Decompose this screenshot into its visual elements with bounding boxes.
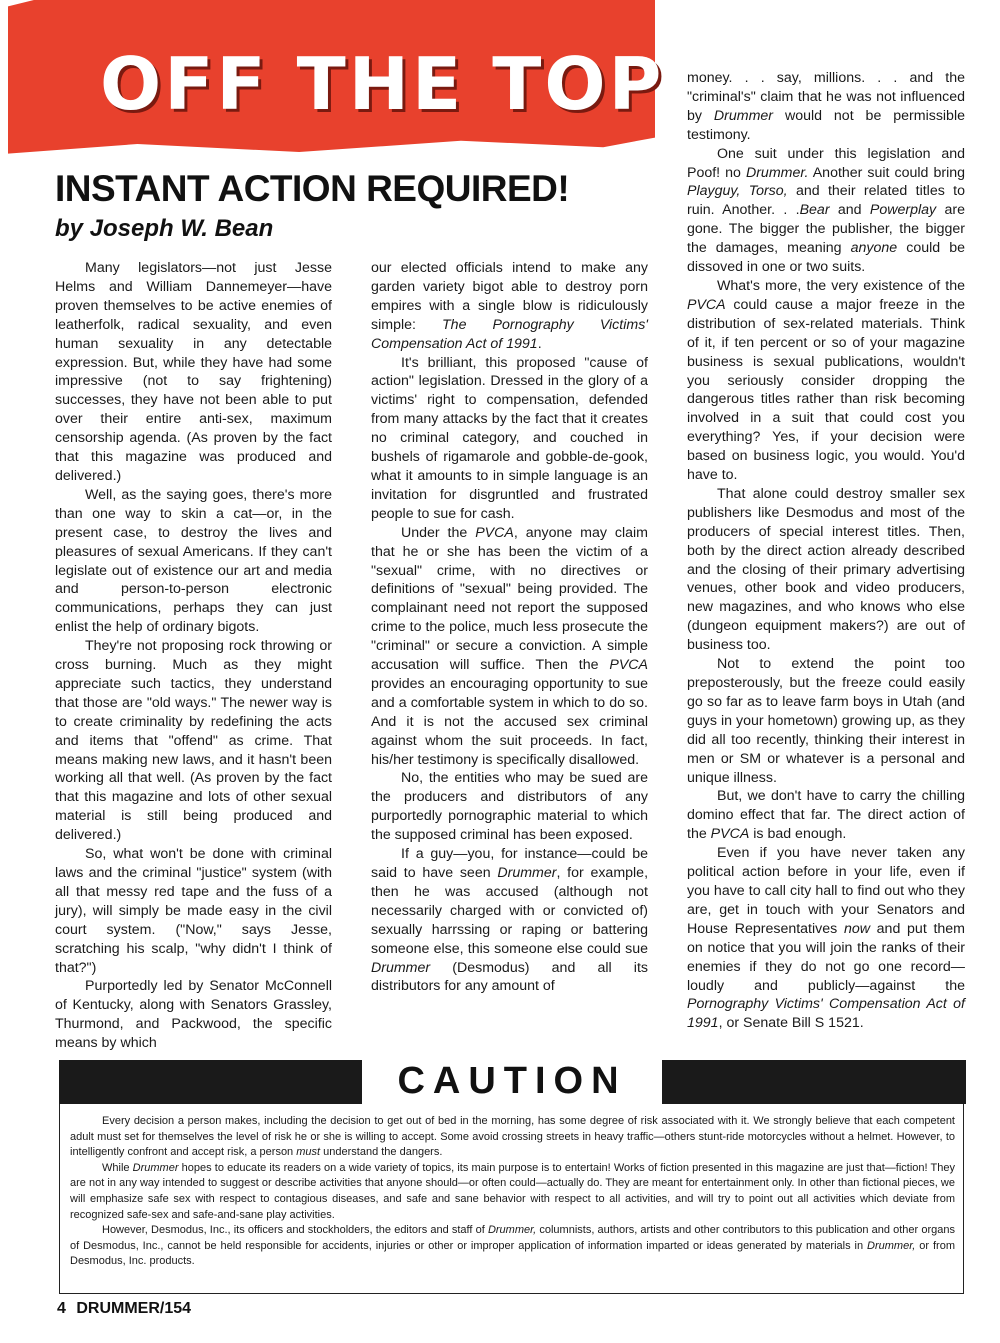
paragraph: money. . . say, millions. . . and the "criminal's" claim that he was not influenced by Drummer would not be permissible testimony. — [687, 70, 965, 143]
paragraph: our elected officials intend to make any garden variety bigot able to destroy porn empires with a single blow is ridiculously simple: The Pornography Victims' Compensation Act of 1991. — [371, 260, 648, 352]
paragraph: That alone could destroy smaller sex publishers like Desmodus and most of the producers of special interest titles. Then, both by the direct action already described and the closing of their primary advertising venues, other book and video producers, new magazines, and who knows who else (dungeon equipment makers?) are out of business too. — [687, 485, 965, 654]
paragraph: They're not proposing rock throwing or cross burning. Much as they might appreciate such tactics, they understand that those are "old ways." The newer way is to create criminality by redefining the acts and items that "offend" as crime. That means making new laws, and it hasn't been working all that well. (As proven by the fact that this magazine and lots of other sexual material is still being produced and delivered.) — [55, 638, 332, 844]
caution-heading: CAUTION — [362, 1056, 662, 1106]
paragraph: But, we don't have to carry the chilling domino effect that far. The direct action of the PVCA is bad enough. — [687, 788, 965, 843]
paragraph: No, the entities who may be sued are the producers and distributors of any purportedly pornographic material to which the supposed criminal has been exposed. — [371, 770, 648, 844]
page-number: 4 — [57, 1300, 66, 1317]
caution-paragraph: Every decision a person makes, including the decision to get out of bed in the morning, has some degree of risk associated with it. We strongly believe that each competent adult must set for themselves the level of risk he or she is willing to accept. Some avoid crossing streets in heavy traffic—others stunt-ride motorcycles without a helmet. However, to intelligently confront and accept risk, a person must understand the dangers. — [70, 1115, 955, 1159]
paragraph: If a guy—you, for instance—could be said to have seen Drummer, for example, then he was accused (although not necessarily charged with or convicted of) sexually harrssing or raping or battering someone else, this someone else could sue Drummer (Desmodus) and all its distributors for any amount of — [371, 846, 649, 995]
article-column-2 — [371, 259, 648, 996]
page-footer — [57, 1300, 357, 1318]
paragraph: Even if you have never taken any political action before in your life, even if you have to call city hall to find out who they are, get in touch with your Senators and House Representatives now and put them on notice that you will join the ranks of their enemies if they do not go one record—loudly and publicly—against the Pornography Victims' Compensation Act of 1991, or Senate Bill S 1521. — [687, 845, 965, 1032]
caution-text — [70, 1114, 955, 1270]
paragraph: So, what won't be done with criminal laws and the criminal "justice" system (with all that messy red tape and the fuss of a jury), will simply be made easy in the civil court system. ("Now," says Jesse, scratching his scalp, "why didn't I think of that?") — [55, 846, 332, 976]
caution-paragraph: While Drummer hopes to educate its readers on a wide variety of topics, its main purpose is to entertain! Works of fiction presented in this magazine are just that—fiction! They are not in any way intended to suggest or describe activities that anyone should—or often could—actually do. They are meant for entertainment only. In other than fictional pieces, we will emphasize safe sex with respect to contagious diseases, and safe and sane behavior with respect to all activities, and will try to point out all activities which deviate from recognized safe-sex and safe-and-sane play activities. — [70, 1161, 955, 1221]
article-headline: INSTANT ACTION REQUIRED! — [55, 168, 570, 209]
banner-title: OFF THE TOP — [100, 42, 665, 126]
article-byline: by Joseph W. Bean — [55, 215, 274, 242]
publication-issue: DRUMMER/154 — [76, 1300, 192, 1317]
paragraph: One suit under this legislation and Poof! no Drummer. Another suit could bring Playguy, Torso, and their related titles to ruin. Another. . .Bear and Powerplay are gone. The bigger the publisher, the bigger the damages, meaning anyone could be dissoved in one or two suits. — [687, 145, 966, 276]
paragraph: Under the PVCA, anyone may claim that he or she has been the victim of a "sexual" crime, with no directives or definitions of "sexual" being provided. The complainant need not report the supposed crime to the police, much less prosecute the "criminal" or secure a conviction. A simple accusation will suffice. Then the PVCA provides an encouraging opportunity to sue and a comfortable system in which to do so. And it is not the accused sex criminal against whom the suit proceeds. In fact, his/her testimony is specifically disallowed. — [371, 524, 648, 768]
article-column-1 — [55, 259, 332, 1053]
article-column-3 — [687, 69, 965, 1033]
paragraph: Many legislators—not just Jesse Helms and William Dannemeyer—have proven themselves to be active enemies of leatherfolk, radical sexuality, and even human sexuality in any detectable expression. But, while they have had some impressive (not to say frightening) successes, they have not been able to put over their entire anti-sex, maximum censorship agenda. (As proven by the fact that this magazine was produced and delivered.) — [55, 260, 332, 484]
paragraph: Not to extend the point too preposterously, but the freeze could easily go so far as to leave farm boys in Utah (and guys in your hometown) growing up, as they did all too recently, thinking their interest in men or SM or whatever is a personal and unique illness. — [687, 656, 965, 786]
caution-paragraph: However, Desmodus, Inc., its officers and stockholders, the editors and staff of Drummer, columnists, authors, artists and other contributors to this publication and other organs of Desmodus, Inc., cannot be held responsible for accidents, injuries or other or improper application of information imparted or ideas generated by materials in Drummer, or from Desmodus, Inc. products. — [70, 1224, 955, 1268]
paragraph: Well, as the saying goes, there's more than one way to skin a cat—or, in the present case, to destroy the lives and pleasures of sexual Americans. If they can't legislate out of existence our art and media and person-to-person electronic communications, perhaps they can just enlist the help of ordinary bigots. — [55, 486, 332, 636]
paragraph: It's brilliant, this proposed "cause of action" legislation. Dressed in the glory of a victims' right to compensation, defended from many attacks by the fact that it creates no criminal category, and couched in bushels of rigamarole and gobble-de-gook, what it amounts to in simple language is an invitation for disgruntled and frustrated people to sue for cash. — [371, 354, 648, 522]
paragraph: What's more, the very existence of the PVCA could cause a major freeze in the distribution of sex-related materials. Think of it, if ten percent or so of your magazine business is sexual publications, wouldn't you seriously consider dropping the dangerous titles rather than risk becoming involved in a suit that could cost you everything? Yes, if your decision were based on business logic, you would. You'd have to. — [687, 277, 965, 484]
paragraph: Purportedly led by Senator McConnell of Kentucky, along with Senators Grassley, Thurmond, and Packwood, the specific means by which — [55, 978, 332, 1052]
